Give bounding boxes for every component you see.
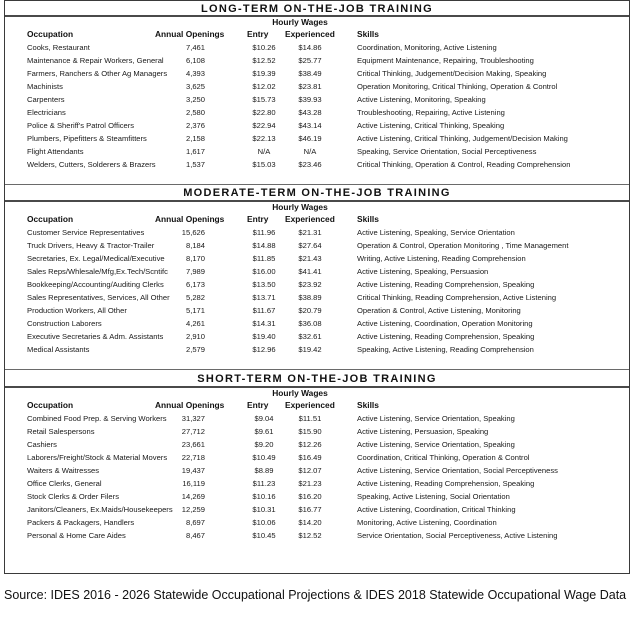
source-note: Source: IDES 2016 - 2026 Statewide Occupational Projections & IDES 2018 Statewide Occupational Wage Data [4, 588, 627, 602]
skills-cell: Writing, Active Listening, Reading Comprehension [357, 254, 526, 263]
skills-cell: Active Listening, Persuasion, Speaking [357, 427, 489, 436]
entry-wage-cell: $22.94 [252, 121, 276, 130]
occupation-cell: Retail Salespersons [27, 427, 95, 436]
experienced-wage-cell: $21.43 [298, 254, 322, 263]
entry-wage-cell: $12.52 [252, 56, 276, 65]
annual-openings-cell: 8,184 [185, 241, 205, 250]
skills-cell: Active Listening, Speaking, Persuasion [357, 267, 489, 276]
experienced-wage-cell: $43.14 [298, 121, 322, 130]
experienced-wage-cell: $38.89 [298, 293, 322, 302]
experienced-wage-cell: $38.49 [298, 69, 322, 78]
occupation-cell: Cooks, Restaurant [27, 43, 90, 52]
hourly-wages-label: Hourly Wages [272, 202, 328, 212]
col-entry: Entry [247, 29, 269, 39]
occupation-cell: Sales Reps/Whlesale/Mfg,Ex.Tech/Scntifc [27, 267, 168, 276]
entry-wage-cell: $14.88 [252, 241, 276, 250]
experienced-wage-cell: $14.20 [298, 518, 322, 527]
entry-wage-cell: $9.61 [254, 427, 274, 436]
entry-wage-cell: $16.00 [252, 267, 276, 276]
entry-wage-cell: $9.04 [254, 414, 274, 423]
col-experienced: Experienced [285, 214, 335, 224]
experienced-wage-cell: $46.19 [298, 134, 322, 143]
table-row [5, 41, 629, 54]
experienced-wage-cell: $21.31 [298, 228, 322, 237]
skills-cell: Operation & Control, Operation Monitoring , Time Management [357, 241, 569, 250]
skills-cell: Service Orientation, Social Perceptiveness, Active Listening [357, 531, 558, 540]
skills-cell: Active Listening, Service Orientation, Social Perceptiveness [357, 466, 558, 475]
experienced-wage-cell: $19.42 [298, 345, 322, 354]
annual-openings-cell: 1,617 [185, 147, 205, 156]
skills-cell: Coordination, Critical Thinking, Operation & Control [357, 453, 530, 462]
entry-wage-cell: $10.26 [252, 43, 276, 52]
annual-openings-cell: 5,282 [185, 293, 205, 302]
experienced-wage-cell: $41.41 [298, 267, 322, 276]
skills-cell: Active Listening, Monitoring, Speaking [357, 95, 486, 104]
table-row [5, 67, 629, 80]
table-row [5, 226, 629, 239]
col-experienced: Experienced [285, 29, 335, 39]
skills-cell: Active Listening, Coordination, Operation Monitoring [357, 319, 533, 328]
table-row [5, 265, 629, 278]
table-row [5, 304, 629, 317]
entry-wage-cell: $15.03 [252, 160, 276, 169]
table-row [5, 490, 629, 503]
skills-cell: Active Listening, Coordination, Critical Thinking [357, 505, 516, 514]
annual-openings-cell: 4,261 [185, 319, 205, 328]
experienced-wage-cell: $16.77 [298, 505, 322, 514]
table-row [5, 451, 629, 464]
occupation-cell: Waiters & Waitresses [27, 466, 100, 475]
experienced-wage-cell: $16.20 [298, 492, 322, 501]
table-row [5, 425, 629, 438]
occupation-cell: Customer Service Representatives [27, 228, 145, 237]
occupation-cell: Production Workers, All Other [27, 306, 127, 315]
annual-openings-cell: 3,625 [185, 82, 205, 91]
occupation-cell: Carpenters [27, 95, 65, 104]
skills-cell: Critical Thinking, Judgement/Decision Making, Speaking [357, 69, 547, 78]
table-row [5, 93, 629, 106]
entry-wage-cell: $10.06 [252, 518, 276, 527]
experienced-wage-cell: $14.86 [298, 43, 322, 52]
occupation-cell: Medical Assistants [27, 345, 90, 354]
table-row [5, 54, 629, 67]
entry-wage-cell: $11.67 [252, 306, 276, 315]
annual-openings-cell: 14,269 [181, 492, 205, 501]
skills-cell: Monitoring, Active Listening, Coordination [357, 518, 497, 527]
skills-cell: Active Listening, Critical Thinking, Speaking [357, 121, 505, 130]
experienced-wage-cell: N/A [303, 147, 317, 156]
experienced-wage-cell: $11.51 [298, 414, 322, 423]
skills-cell: Active Listening, Service Orientation, Speaking [357, 440, 515, 449]
occupation-cell: Packers & Packagers, Handlers [27, 518, 135, 527]
occupation-cell: Flight Attendants [27, 147, 84, 156]
occupation-cell: Welders, Cutters, Solderers & Brazers [27, 160, 156, 169]
experienced-wage-cell: $20.79 [298, 306, 322, 315]
section-title: MODERATE-TERM ON-THE-JOB TRAINING [183, 187, 451, 199]
skills-cell: Active Listening, Service Orientation, Speaking [357, 414, 515, 423]
skills-cell: Operation & Control, Active Listening, Monitoring [357, 306, 521, 315]
experienced-wage-cell: $32.61 [298, 332, 322, 341]
occupation-cell: Laborers/Freight/Stock & Material Movers [27, 453, 168, 462]
annual-openings-cell: 31,327 [181, 414, 205, 423]
occupation-cell: Secretaries, Ex. Legal/Medical/Executive [27, 254, 165, 263]
entry-wage-cell: $19.39 [252, 69, 276, 78]
experienced-wage-cell: $23.81 [298, 82, 322, 91]
entry-wage-cell: $11.96 [252, 228, 276, 237]
section-separator [5, 369, 629, 370]
entry-wage-cell: $13.50 [252, 280, 276, 289]
experienced-wage-cell: $25.77 [298, 56, 322, 65]
entry-wage-cell: $12.02 [252, 82, 276, 91]
col-skills: Skills [357, 400, 379, 410]
entry-wage-cell: $10.16 [252, 492, 276, 501]
table-row [5, 278, 629, 291]
skills-cell: Coordination, Monitoring, Active Listening [357, 43, 497, 52]
entry-wage-cell: $8.89 [254, 466, 274, 475]
table-row [5, 317, 629, 330]
annual-openings-cell: 7,989 [185, 267, 205, 276]
experienced-wage-cell: $21.23 [298, 479, 322, 488]
skills-cell: Speaking, Active Listening, Reading Comprehension [357, 345, 534, 354]
section-moderate-term [5, 186, 629, 371]
skills-cell: Critical Thinking, Operation & Control, Reading Comprehension [357, 160, 571, 169]
annual-openings-cell: 2,579 [185, 345, 205, 354]
annual-openings-cell: 27,712 [181, 427, 205, 436]
experienced-wage-cell: $43.28 [298, 108, 322, 117]
entry-wage-cell: $15.73 [252, 95, 276, 104]
section-short-term [5, 372, 629, 572]
col-occupation: Occupation [27, 29, 74, 39]
annual-openings-cell: 8,697 [185, 518, 205, 527]
occupation-cell: Machinists [27, 82, 63, 91]
hourly-wages-label: Hourly Wages [272, 17, 328, 27]
experienced-wage-cell: $39.93 [298, 95, 322, 104]
experienced-wage-cell: $12.52 [298, 531, 322, 540]
occupation-cell: Combined Food Prep. & Serving Workers [27, 414, 167, 423]
skills-cell: Speaking, Active Listening, Social Orientation [357, 492, 510, 501]
experienced-wage-cell: $23.46 [298, 160, 322, 169]
entry-wage-cell: $10.45 [252, 531, 276, 540]
section-long-term [5, 1, 629, 186]
annual-openings-cell: 3,250 [185, 95, 205, 104]
annual-openings-cell: 5,171 [185, 306, 205, 315]
annual-openings-cell: 8,170 [185, 254, 205, 263]
experienced-wage-cell: $27.64 [298, 241, 322, 250]
occupation-cell: Truck Drivers, Heavy & Tractor-Trailer [27, 241, 155, 250]
col-skills: Skills [357, 214, 379, 224]
entry-wage-cell: $13.71 [252, 293, 276, 302]
occupation-cell: Construction Laborers [27, 319, 102, 328]
section-title: LONG-TERM ON-THE-JOB TRAINING [200, 3, 434, 15]
skills-cell: Active Listening, Reading Comprehension, Speaking [357, 332, 535, 341]
experienced-wage-cell: $36.08 [298, 319, 322, 328]
entry-wage-cell: $11.85 [252, 254, 276, 263]
experienced-wage-cell: $23.92 [298, 280, 322, 289]
annual-openings-cell: 16,119 [182, 479, 205, 488]
table-row [5, 330, 629, 343]
entry-wage-cell: $14.31 [252, 319, 276, 328]
col-annual-openings: Annual Openings [155, 214, 225, 224]
table-row [5, 158, 629, 171]
table-row [5, 80, 629, 93]
table-row [5, 516, 629, 529]
annual-openings-cell: 19,437 [181, 466, 205, 475]
experienced-wage-cell: $15.90 [298, 427, 322, 436]
table-row [5, 132, 629, 145]
annual-openings-cell: 6,108 [185, 56, 205, 65]
skills-cell: Active Listening, Critical Thinking, Judgement/Decision Making [357, 134, 568, 143]
skills-cell: Troubleshooting, Repairing, Active Listening [357, 108, 505, 117]
table-row [5, 477, 629, 490]
experienced-wage-cell: $12.07 [298, 466, 322, 475]
annual-openings-cell: 4,393 [185, 69, 205, 78]
table-row [5, 119, 629, 132]
entry-wage-cell: $11.23 [252, 479, 276, 488]
col-annual-openings: Annual Openings [155, 29, 225, 39]
table-row [5, 503, 629, 516]
annual-openings-cell: 1,537 [185, 160, 205, 169]
section-title: SHORT-TERM ON-THE-JOB TRAINING [197, 373, 437, 385]
occupation-cell: Maintenance & Repair Workers, General [27, 56, 164, 65]
table-row [5, 438, 629, 451]
col-skills: Skills [357, 29, 379, 39]
hourly-wages-label: Hourly Wages [272, 388, 328, 398]
occupation-cell: Police & Sheriff's Patrol Officers [27, 121, 135, 130]
entry-wage-cell: $10.49 [252, 453, 276, 462]
table-row [5, 529, 629, 542]
skills-cell: Operation Monitoring, Critical Thinking, Operation & Control [357, 82, 558, 91]
col-annual-openings: Annual Openings [155, 400, 225, 410]
col-entry: Entry [247, 214, 269, 224]
skills-cell: Equipment Maintenance, Repairing, Troubleshooting [357, 56, 534, 65]
occupation-cell: Personal & Home Care Aides [27, 531, 126, 540]
occupation-cell: Janitors/Cleaners, Ex.Maids/Housekeepers [27, 505, 173, 514]
annual-openings-cell: 12,259 [181, 505, 205, 514]
occupation-cell: Sales Representatives, Services, All Other [27, 293, 170, 302]
experienced-wage-cell: $16.49 [298, 453, 322, 462]
col-occupation: Occupation [27, 214, 74, 224]
occupation-cell: Farmers, Ranchers & Other Ag Managers [27, 69, 168, 78]
table-row [5, 412, 629, 425]
occupation-cell: Electricians [27, 108, 66, 117]
annual-openings-cell: 2,376 [185, 121, 205, 130]
entry-wage-cell: $22.13 [252, 134, 276, 143]
annual-openings-cell: 8,467 [185, 531, 205, 540]
col-entry: Entry [247, 400, 269, 410]
annual-openings-cell: 7,461 [185, 43, 205, 52]
occupation-cell: Executive Secretaries & Adm. Assistants [27, 332, 164, 341]
skills-cell: Active Listening, Speaking, Service Orientation [357, 228, 515, 237]
skills-cell: Active Listening, Reading Comprehension, Speaking [357, 280, 535, 289]
annual-openings-cell: 2,910 [185, 332, 205, 341]
occupation-cell: Bookkeeping/Accounting/Auditing Clerks [27, 280, 164, 289]
skills-cell: Active Listening, Reading Comprehension, Speaking [357, 479, 535, 488]
entry-wage-cell: $10.31 [252, 505, 276, 514]
occupation-cell: Stock Clerks & Order Filers [27, 492, 119, 501]
occupation-cell: Cashiers [27, 440, 57, 449]
occupation-cell: Office Clerks, General [27, 479, 102, 488]
occupation-cell: Plumbers, Pipefitters & Steamfitters [27, 134, 147, 143]
annual-openings-cell: 2,158 [185, 134, 205, 143]
col-occupation: Occupation [27, 400, 74, 410]
annual-openings-cell: 23,661 [181, 440, 205, 449]
entry-wage-cell: $12.96 [252, 345, 276, 354]
table-row [5, 343, 629, 356]
skills-cell: Critical Thinking, Reading Comprehension, Active Listening [357, 293, 557, 302]
experienced-wage-cell: $12.26 [298, 440, 322, 449]
annual-openings-cell: 2,580 [185, 108, 205, 117]
entry-wage-cell: $19.40 [252, 332, 276, 341]
table-row [5, 106, 629, 119]
table-row [5, 239, 629, 252]
table-frame [4, 0, 630, 574]
annual-openings-cell: 15,626 [181, 228, 205, 237]
section-separator [5, 184, 629, 185]
table-row [5, 252, 629, 265]
table-row [5, 145, 629, 158]
table-row [5, 464, 629, 477]
col-experienced: Experienced [285, 400, 335, 410]
entry-wage-cell: $22.80 [252, 108, 276, 117]
table-row [5, 291, 629, 304]
entry-wage-cell: N/A [257, 147, 271, 156]
skills-cell: Speaking, Service Orientation, Social Perceptiveness [357, 147, 537, 156]
annual-openings-cell: 6,173 [185, 280, 205, 289]
annual-openings-cell: 22,718 [181, 453, 205, 462]
entry-wage-cell: $9.20 [254, 440, 274, 449]
